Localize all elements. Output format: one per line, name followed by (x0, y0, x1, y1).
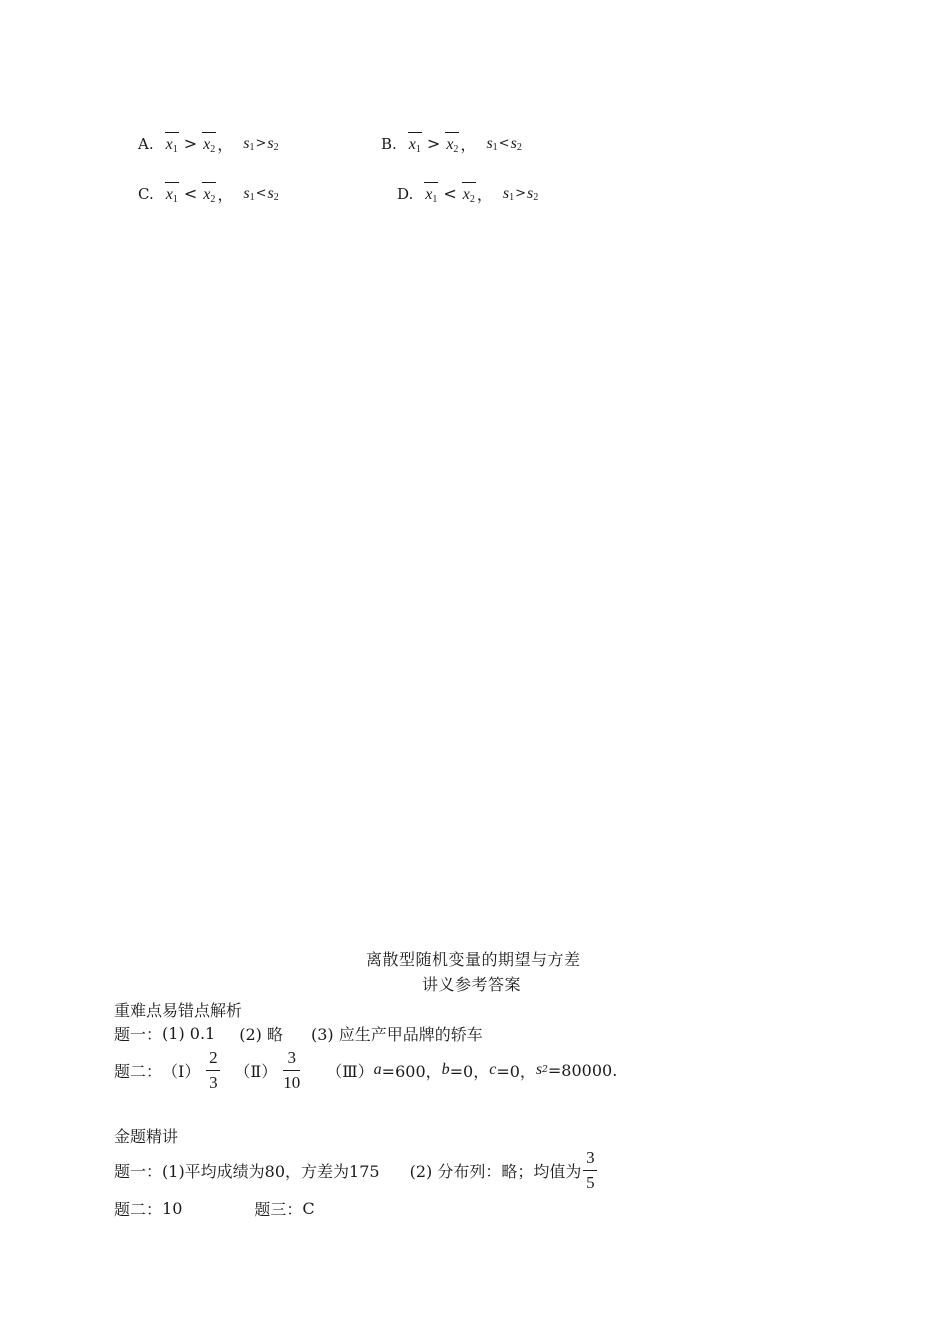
relation: > (426, 134, 441, 153)
x1-bar: $x_1$ (425, 182, 437, 205)
x2-bar: $x_2$ (446, 132, 458, 155)
relation: > (183, 134, 198, 153)
answer-line-4: 题二： 10 题三： C (114, 1199, 315, 1219)
x2-bar: $x_2$ (203, 182, 215, 205)
s1: $s_1$ (243, 134, 255, 153)
option-label: D. (397, 184, 414, 203)
s-relation: < (498, 136, 510, 151)
option-d: D. $x_1$ < $x_2$ ， $s_1$ > $s_2$ (397, 184, 539, 205)
fraction: $\frac{3}{5}$ (583, 1148, 597, 1192)
s1: $s_1$ (502, 184, 515, 203)
x2-bar: $x_2$ (203, 132, 215, 155)
answer-line-3: 题一： (1)平均成绩为80，方差为175 (2) 分布列：略；均值为 $\frac{3}{5}$ (114, 1148, 603, 1192)
option-label: C. (138, 184, 154, 203)
s2: $s_2$ (267, 134, 279, 153)
x1-bar: $x_1$ (166, 182, 178, 205)
s-relation: > (515, 186, 527, 201)
option-b: B. $x_1$ > $x_2$ ， $s_1$ < $s_2$ (381, 134, 522, 155)
x1-bar: $x_1$ (166, 132, 178, 155)
s1: $s_1$ (243, 184, 255, 203)
relation: < (183, 184, 198, 203)
relation: < (443, 184, 457, 203)
s2: $s_2$ (527, 184, 539, 203)
x1-bar: $x_1$ (409, 132, 421, 155)
fraction: $\frac{3}{10}$ (283, 1048, 301, 1092)
s2: $s_2$ (267, 184, 279, 203)
fraction: $\frac{2}{3}$ (206, 1048, 220, 1092)
answer-line-1: 题一： (1) 0.1 (2) 略 (3) 应生产甲品牌的轿车 (114, 1024, 483, 1044)
option-c: C. $x_1$ < $x_2$ ， $s_1$ < $s_2$ (138, 184, 279, 205)
s2: $s_2$ (510, 134, 522, 153)
section-heading: 重难点易错点解析 (114, 1001, 243, 1020)
section-heading: 金题精讲 (114, 1127, 179, 1146)
x2-bar: $x_2$ (463, 182, 475, 205)
answer-key-title: 离散型随机变量的期望与方差 (366, 950, 581, 969)
s-relation: < (255, 186, 267, 201)
option-label: B. (381, 134, 397, 153)
answer-line-2: 题二： （Ⅰ） $\frac{2}{3}$ （Ⅱ） $\frac{3}{10}$ （Ⅲ） a =600， b =0， c =0， s 2 =80000. (114, 1048, 618, 1092)
s-relation: > (255, 136, 267, 151)
answer-key-subtitle: 讲义参考答案 (422, 975, 522, 994)
option-label: A. (138, 134, 154, 153)
s1: $s_1$ (486, 134, 498, 153)
option-a: A. $x_1$ > $x_2$ ， $s_1$ > $s_2$ (138, 134, 279, 155)
